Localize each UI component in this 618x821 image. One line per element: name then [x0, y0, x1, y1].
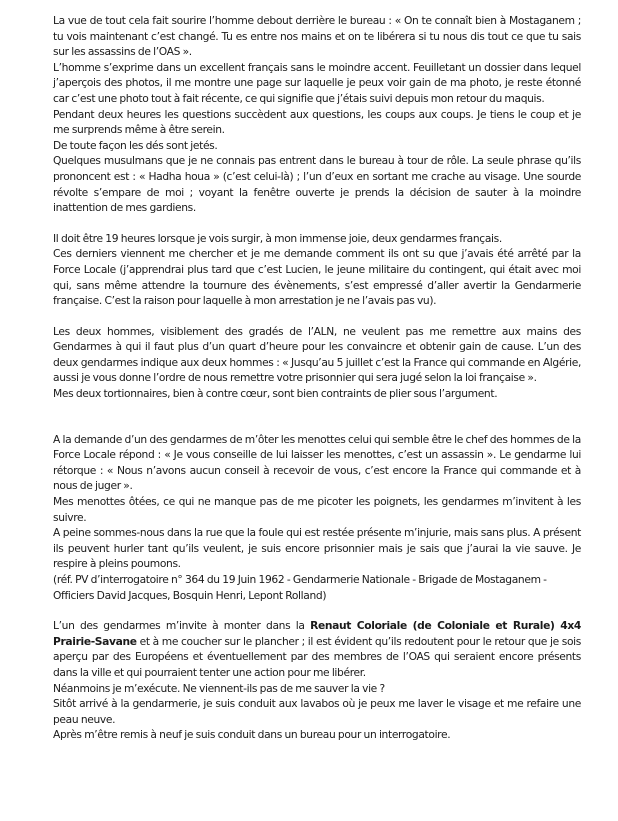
paragraph-16: Sitôt arrivé à la gendarmerie, je suis conduit aux lavabos où je peux me laver le visage et me refaire une peau neuve. [53, 697, 581, 726]
paragraph-5: Quelques musulmans que je ne connais pas entrent dans le bureau à tour de rôle. La seule phrase qu’ils prononcent est : « Hadha houa » (c’est celui-là) ; l’un d’eux en sortant me crache au visage. Une sourde révolte s’empare de moi ; voyant la fenêtre ouverte je prends la décision de sauter à la moindre inattention de mes gardiens. [53, 154, 581, 215]
paragraph-gap [53, 216, 581, 231]
paragraph-14-end: et à me coucher sur le plancher ; il est évident qu’ils redoutent pour le retour que je sois aperçu par des Européens et éventuellement par des membres de l’OAS qui seraient encore présents dans la ville et qui pourraient tenter une action pour me libérer. [53, 634, 581, 679]
paragraph-17: Après m’être remis à neuf je suis conduit dans un bureau pour un interrogatoire. [53, 728, 451, 742]
paragraph-3: Pendant deux heures les questions succèdent aux questions, les coups aux coups. Je tiens le coup et je me surprends même à être serein. [53, 107, 581, 137]
paragraph-11: Mes menottes ôtées, ce qui ne manque pas de me picoter les poignets, les gendarmes m’invitent à les suivre. [53, 495, 581, 524]
paragraph-2: L’homme s’exprime dans un excellent français sans le moindre accent. Feuilletant un dossier dans lequel j’aperçois des photos, il me montre une page sur laquelle je peux voir gain de ma photo, je reste étonné car c’est une photo tout à fait récente, ce qui signifie que j’étais suivi depuis mon retour du maquis. [53, 60, 581, 105]
document-page [53, 13, 581, 743]
vehicle-name-bold: Renaut Coloriale (de Coloniale et Rurale) 4x4 Prairie-Savane [53, 619, 582, 648]
paragraph-7: Ces derniers viennent me chercher et je me demande comment ils ont su que j’avais été arrêté par la Force Locale (j’apprendrai plus tard que c’est Lucien, le jeune militaire du contingent, qui était avec moi qui, sans même attendre la tournure des évènements, s’est empressé d’aller avertir la Gendarmerie française. C’est la raison pour laquelle à mon arrestation je ne l’avais pas vu). [53, 247, 581, 308]
paragraph-10: A la demande d’un des gendarmes de m’ôter les menottes celui qui semble être le chef des hommes de la Force Locale répond : « Je vous conseille de lui laisser les menottes, c’est un assassin ». Le gendarme lui rétorque : « Nous n’avons aucun conseil à recevoir de vous, c’est encore la France qui commande et à nous de juger ». [53, 432, 581, 493]
paragraph-14 [53, 618, 581, 680]
paragraph-4: De toute façon les dés sont jetés. [53, 138, 218, 152]
paragraph-14-start: L’un des gendarmes m’invite à monter dans la [53, 619, 311, 633]
paragraph-gap [53, 603, 581, 618]
paragraph-8: Les deux hommes, visiblement des gradés de l’ALN, ne veulent pas me remettre aux mains des Gendarmes à qui il faut plus d’un quart d’heure pour les convaincre et obtenir gain de cause. L’un des deux gendarmes indique aux deux hommes : « Jusqu’au 5 juillet c’est la France qui commande en Algérie, aussi je vous donne l’ordre de nous remettre votre prisonnier qui sera jugé selon la loi française ». [53, 324, 581, 385]
paragraph-gap [53, 402, 581, 432]
paragraph-gap [53, 309, 581, 324]
paragraph-1: La vue de tout cela fait sourire l’homme debout derrière le bureau : « On te connaît bien à Mostaganem ; tu vois maintenant c’est changé. Tu es entre nos mains et on te libérera si tu nous dis tout ce que tu sais sur les assassins de l’OAS ». [53, 14, 581, 59]
paragraph-15: Néanmoins je m’exécute. Ne viennent-ils pas de me sauver la vie ? [53, 681, 385, 695]
paragraph-6: Il doit être 19 heures lorsque je vois surgir, à mon immense joie, deux gendarmes français. [53, 231, 502, 245]
paragraph-9: Mes deux tortionnaires, bien à contre cœur, sont bien contraints de plier sous l’argument. [53, 387, 498, 401]
paragraph-12: A peine sommes-nous dans la rue que la foule qui est restée présente m’injurie, mais sans plus. A présent ils peuvent hurler tant qu’ils veulent, je suis encore prisonnier mais je sais que j’aurai la vie sauve. Je respire à pleins poumons. [53, 526, 581, 571]
reference-note: (réf. PV d’interrogatoire n° 364 du 19 Juin 1962 - Gendarmerie Nationale - Brigade de Mostaganem - Officiers David Jacques, Bosquin Henri, Lepont Rolland) [53, 573, 547, 602]
